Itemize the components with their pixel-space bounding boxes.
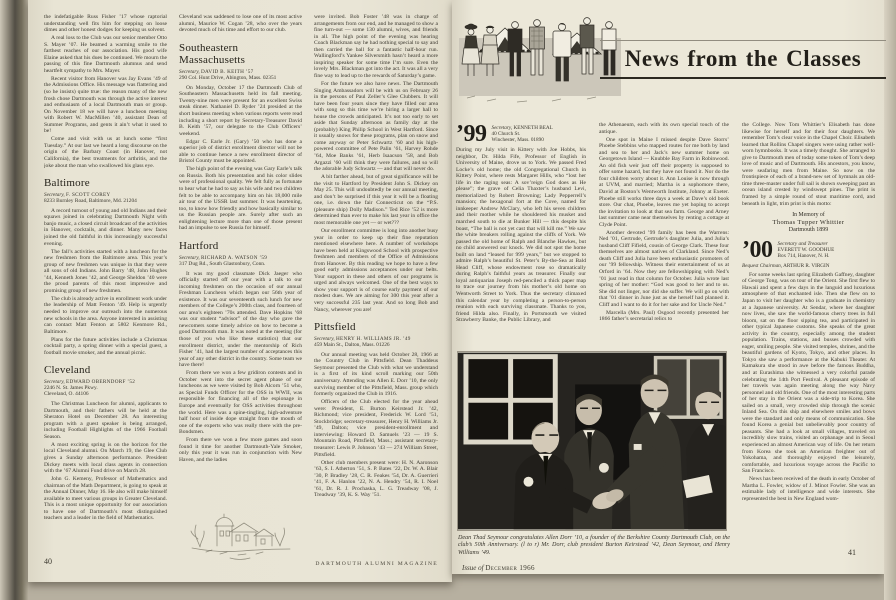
paragraph: Come and visit with us at lunch some “first Tuesday.” At our last we heard a long discourse on the origin of the Barbary Coast (in Hanover, not California), the best treatments for arthritis, and the joke about the man who swallowed his glass eye. <box>44 136 167 169</box>
memorial-line: In Memory of <box>792 212 825 219</box>
issue-date: December 1966 <box>485 564 535 572</box>
secretary-label: Secretary, <box>179 69 200 76</box>
right-page-number: 41 <box>848 548 856 557</box>
secretary-block <box>44 192 167 204</box>
secretary-name: DAVID B. KEITH ’57 <box>201 69 254 76</box>
paragraph: Officers of the Club elected for the year ahead were: President, E. Burton Keirstead Jr. ’42, Richmond; vice president, Frederick W. Lord ’51, Stockbridge; secretary-treasurer, Henry H. Williams Jr. ’49, Dalton; vice president-enrollment and interviewing: Howard D. Samuels ’23 — 19 S. Mountain Road, Pittsfield, Mass.; assistant secretary-treasurer: Lewis P. Johnson ’43 — 274 William Street, Pittsfield. <box>314 399 438 458</box>
paragraph: On Monday, October 17 the Dartmouth Club of Southeastern Massachusetts held its fall meeting. Twenty-nine men were present for an excellent Swiss steak dinner. Nathaniel D. Ryder ’24 presided at the short business meeting when various reports were read including a short report by Secretary-Treasurer David B. Keith ’57, our delegate to the Club Officers’ weekend. <box>179 84 302 137</box>
paragraph: From there we won a few gridiron contests and in October went into the secret agent phase of our luncheons as we were visited by Bob Alcorn ’51 who, as Special Funds Officer for the OSS in WWII, was responsible for financing all of the espionage in Europe and eventually for OSS activities throughout the world. Here was a spine-tingling, high-adventure half hour of inside dope straight from the mouth of one of the experts who was really there with the pre-Bondsmen. <box>179 370 302 436</box>
paragraph: For the future we also have news. The Dartmouth Singing Ambassadors will be with us on February 26 in the persons of Paul Zeller’s Glee Clubbers. It will have been four years since they have filled our area with song so this time we’re hiring a larger hall to house the crowds anticipated. It’s not too early to set aside that Sunday afternoon as family day at the (probably) King Philip School in West Hartford. Since it usually snows for these programs, plan on snow and come anyway or Peter Schwartz ’60 and his high-powered committee of Pete Palin ’61, Harvey Rohde ’64, Moe Banks ’61, Herb Isaacson ’58, and Bob Argazzi ’60 will think they were failures, and so will the adorable Judy Schwartz — and that will never do. <box>314 80 438 173</box>
officer-title: Secretary and Treasurer <box>777 240 828 247</box>
anniversary-photo <box>458 352 726 530</box>
book-gutter-edge <box>0 0 28 600</box>
section-heading: Baltimore <box>44 177 90 190</box>
secretary-address: 8233 Burnley Road, Baltimore, Md. 21204 <box>44 198 137 205</box>
class-numeral-00: ’00 <box>742 236 773 263</box>
paragraph: Cleveland was saddened to lose one of its most active alumni, Maurice W. Cogan ’28, who over the years devoted much of his time and effort to our club. <box>179 14 302 34</box>
section-heading: Southeastern Massachusetts <box>179 41 246 67</box>
section-hartford <box>179 240 302 464</box>
paragraph: A bit farther ahead, but of great significance will be the visit to Hartford by President John S. Dickey on May 25. This will undoubtedly be our annual meeting, and don’t be surprised if this year it will be a floating one, i.e. down the fair Connecticut on the “P.S. (pleasure ship) Dolly Madison.” Ted Rice ’52 is more determined than ever to make his last year in office the most memorable one yet — or wet??? <box>314 174 438 226</box>
paragraph: the College. Now Tom Whittier’s Elisabeth has done likewise for herself and for their four daughters. We remember Tom’s clear voice in the Chapel Choir. Elisabeth learned that Rollins Chapel singers were using rather well-worn hymnbooks. It was a timely thought. She arranged to give to Dartmouth men of today some token of Tom’s deep love of music and of Dartmouth. His ancestors, you know, were seafaring men from Maine. So now on the frontispiece of each of a brand-new set of hymnals an old-time three-master under full sail is shown sweeping past an ocean island crested by windswept pines. The print is framed by a simple round of stout maritime cord, and beneath in light, trim print is this motto: <box>742 122 875 207</box>
memorial-line: Thomas Tupper Whittier <box>772 219 845 227</box>
left-page-number: 40 <box>44 557 52 566</box>
paragraph: The Christmas Luncheon for alumni, applicants to Dartmouth, and their fathers will be held at the Sheraton Hotel on December 28. An interesting program with a guest speaker is being arranged, including Football Highlights of the 1966 Football Season. <box>44 401 167 440</box>
page-title: News from the Classes <box>624 46 862 71</box>
secretary-address: 2246 N. St. James Pkwy. <box>44 385 98 392</box>
left-column-2 <box>179 14 302 572</box>
secretary-address: Winchester, Mass. 01890 <box>491 137 544 144</box>
paragraph: were invited. Bob Foster ’48 was in charge of arrangements from our end, and he managed to show a fine turn-out — some 130 alumni, wives, and friends in all. The high point of the evening was hearing Coach Blackman say he had nothing special to say and then carried the ball for a fantastic half-hour run. Wallingford’s Yankee Silversmith hasn’t heard a more inspiring speaker for some time I’m sure. Even the lovely Mrs. Blackman got into the act. It was all a very fine way to lead up to the rewards of Saturday’s game. <box>314 14 438 79</box>
paragraph: A real loss to the Club was our senior member Otto S. Mayer ’07. He beamed a warming smile to the farthest reaches of our association. His good wife Elaine asked that his dues be continued. We mourn the passing of this fine Dartmouth alumnus and send heartfelt sympathy to Mrs. Mayer. <box>44 35 167 74</box>
section-heading: Pittsfield <box>314 321 356 334</box>
class-99-secretary-block <box>492 124 553 144</box>
page-right-edge <box>884 0 896 600</box>
paragraph: Edgar C. Earle Jr. (Gary) ’50 who has done a superior job of district enrollment director will not be able to continue hence a new enrollment director of Bristol County must be appointed. <box>179 138 302 165</box>
paragraph: the Athenaeum, each with its own special touch of the antique. <box>599 122 729 135</box>
photo-caption: Dean Thad Seymour congratulates Allen Dorr ’10, a founder of the Berkshire County Dartmouth Club, on the club’s 50th Anniversary. (l to r) Mr. Dorr, club president Burton Keirstead ’42, Dean Seymour, and Henry Williams ’49. <box>458 535 730 556</box>
paragraph: The fall’s activities started with a luncheon for the new freshmen from the Baltimore area. This year’s group of new freshmen was unique in that they were all sons of old Indians. John Barry ’48, John Hughes ’44, Kenneth Jones ’42, and George Sheldon ’40 were the proud parents of this most impressive and promising group of new freshmen. <box>44 248 167 294</box>
issue-label: Issue of <box>462 564 484 572</box>
bequest-name: ARTHUR R. VIRGIN <box>783 262 830 269</box>
paragraph: It was my good classmate Dick Jaeger who officially started off our year with a talk to our incoming freshmen on the occasion of our annual Freshman Luncheon which began our 56th year of existence. It was our seventeenth such lunch for new members of the College’s 200th class, and fourteen of our area’s eighteen ’70s attended. Dave Hopkins ’68 was our student “advisor” of the day who gave the newcomers some timely advice on how to become a good Dartmouth man. It was noted at the meeting (for those of you who like these statistics) that our enrollment district, under the mentorship of Rich Fisher ’41, had the largest number of acceptances this year of any other district in the country. Some team we have there! <box>179 270 302 369</box>
whittier-memorial-block <box>742 212 875 234</box>
paragraph: Recent visitor from Hanover was Jay Evans ’49 of the Admissions Office. His message was flattering and (so he insists) quite true: the reason many of the new frosh chose Dartmouth was through the active interest and enthusiasm of a local Dartmouth man or group. On November 18 we will have a luncheon meeting with Robert W. MacMillen ’40, assistant Dean of Summer Programs, and gents it ain’t what it used to be! <box>44 75 167 135</box>
secretary-block <box>179 69 302 81</box>
section-southeastern-massachusetts <box>179 42 302 232</box>
secretary-address: Cleveland, O. 44106 <box>44 391 89 398</box>
paragraph: A most exciting spring is on the horizon for the local Cleveland alumni. On March 19, the Glee Club gives a Sunday afternoon performance. President Dickey meets with local class agents in connection with the ’67 Alumni Fund drive on March 28. <box>44 441 167 475</box>
left-column-3 <box>314 14 438 560</box>
secretary-name: RICHARD A. WATSON ’59 <box>201 254 268 261</box>
memorial-line: Dartmouth 1899 <box>788 226 829 233</box>
paragraph: Another devoted ’99 family has been the Warrens: Ned ’01, Gertrude, Gertrude’s daughter Julia, and Julia’s husband Cliff Fifield, cousin of George Clark. These four themselves are almost natives of Clarkland. Since Ned’s death Cliff and Julia have been enthusiastic promoters of our ’99 fellowship. Witness their entertainment of us at Orford in ’64. Now they are fellowshipping with Ned’s ’01 just read in that column for October. Julia wrote last spring of her mother: “God was good to her and to us. She did not linger, nor did she suffer. We will go on with that ’01 dinner in June just as she herself had planned it. Cliff and I want to do it for her sake and for Uncle Ned.” <box>599 229 729 308</box>
secretary-address: 317 Dug Rd., South Glastonbury, Conn. <box>179 260 266 267</box>
paragraph: A record turnout of young and old Indians and their squaws joined in celebrating Dartmouth Night with banjo music, a closed circuit broadcast of the activities in Hanover, cocktails, and dinner. Many new faces joined the old faithful in this increasingly successful evening. <box>44 207 167 247</box>
paragraph: Other club members present were: H. N. Aaronson ’63, S. I. Atherton ’51, S. P. Bates ’22, Dr. W. A. Blair ’30, P. Bradley ’28, C. R. Feakes ’54, Dr. A. Guerrieri ’41, F. A. Hanlon ’22, N. A. Hendry ’54, R. I. Noel ’61, Dr. R. J. Prochaska, L. G. Treadway ’08, J. Treadway ’39, K. S. Way ’51. <box>314 459 438 499</box>
right-column-2 <box>599 122 729 348</box>
secretary-block <box>314 336 438 348</box>
right-column-3 <box>742 122 875 564</box>
magazine-name-footer: DARTMOUTH ALUMNI MAGAZINE <box>315 561 438 567</box>
class-1899-header <box>456 124 586 147</box>
secretary-name: EDWARD OBERNDORF ’52 <box>66 379 136 386</box>
secretary-address: 40 Church St. <box>491 131 521 138</box>
secretary-label: Secretary, <box>491 125 513 131</box>
paragraph: the indefatigable Russ Fisher ’17 whose raptorial understanding well fits him for stepping on loose dimes and other honest dodges for keeping us solvent. <box>44 14 167 34</box>
building-drawing-icon <box>186 502 296 562</box>
handshake-photo-image <box>458 352 726 530</box>
class-00-officer-block <box>778 240 835 260</box>
paragraph: Marcella (Mrs. Paul) Osgood recently presented her 1866 father’s secretarial relics to <box>599 309 729 323</box>
secretary-label: Secretary, <box>179 254 200 261</box>
secretary-label: Secretary, <box>44 379 65 386</box>
paragraph: The club is already active in enrollment work under the leadership of Matt Fenton ’49. Help is urgently needed to improve our outreach into the numerous new schools in the area. Anyone interested in assisting can contact Matt Fenton at 5802 Kenmore Rd., Baltimore. <box>44 295 167 335</box>
section-pittsfield <box>314 321 438 499</box>
paragraph: News has been received of the death in early October of Martha L. Fowler, widow of J. Minot Fowler. She was an estimable lady of intelligence and wide interests. She represented the best in New England wom- <box>742 476 875 502</box>
paragraph: During my July visit in Kittery with Joe Hobbs, his neighbor, Dr. Hilda Fife, Professor of English in University of Maine, drove us to York. We passed Fred Locke’s old home; the old Congregational Church in Kittery Point, where rests Margaret Hills, who “lost her life in the raging seas: A sov’reign God does as He please”; the grave of Celia Thaxter’s husband Levi, memorialized by Robert Browning; Lady Pepperrell’s mansion; the hexagonal fort at the Cove, named for innkeeper Andrew McClary, who left his seven children and their mother while he shouldered his musket and marched south to die at Bunker Hill — this despite his boast, “The ball is not yet cast that will kill me.” We saw the white breakers rolling against the cliffs of York. We passed the old home of Ralph and Blanche Hawkes, but no child answered our knock. We did not spot the home built on land “leased for 999 years,” but we stopped to admire Ralph’s beautiful St. Peter’s By-the-Sea at Bald Head Cliff, whose endowment rose so dramatically during Ralph’s faithful years as treasurer. Finally our loyal antiquarian Joseph red-penciled a thick paper map to trace our journey from his mother’s old home on Wentworth Street to York. Thus the secretary climaxed this calendar year by completing a person-to-person reunion with each surviving classmate. Thanks to you, friend Hilda also. Finally, in Portsmouth we visited Strawberry Banke, the Public Library, and <box>456 147 586 324</box>
section-heading: Hartford <box>179 239 219 252</box>
officer-address: Box 714, Hanover, N. H. <box>777 253 830 260</box>
class-1900-header <box>742 236 875 263</box>
news-from-the-classes-banner <box>600 40 886 79</box>
secretary-label: Secretary, <box>314 336 335 343</box>
section-cleveland <box>44 364 167 522</box>
secretary-address: 459 Main St., Dalton, Mass. 01226 <box>314 342 390 349</box>
secretary-label: Secretary, <box>44 192 65 199</box>
secretary-address: 290 Col. Hunt Drive, Abington, Mass. 02351 <box>179 75 277 82</box>
section-heading: Cleveland <box>44 364 91 377</box>
left-column-1 <box>44 14 167 568</box>
paragraph: From there we won a few more games and soon found it time for another Dartmouth-Yale Smoker, only this year it was run in conjunction with New Haven, and the ladies <box>179 437 302 463</box>
issue-footer <box>462 564 535 572</box>
paragraph: Plans for the future activities include a Christmas cocktail party, a spring dinner with a special guest, a football movie smoker, and the annual picnic. <box>44 336 167 356</box>
campus-building-illustration <box>186 502 296 562</box>
class-numeral-99: ’99 <box>456 124 487 147</box>
paragraph: For some weeks last spring Elizabeth Gaffney, daughter of George Tong, was on tour of the Orient. She first flew to Hawaii and spent a few days in the languid and luxurious atmosphere of that enchanted isle. Then she flew on to Japan to visit her daughter who is a graduate in chemistry at a Japanese university. At Sendar, where her daughter now lives, she saw the world-famous cherry trees in full bloom, sat on the floor sipping tea, and participated in other typical Japanese customs. She speaks of the great activity in the country, especially among the student population. Trains, stations, and busses crowded with eager, smiling people. She visited temples, shrines, and the beautiful gardens of Kyoto, Tokyo, and other places. In Tokyo she saw a performance at the Kabuki Theater. At Kamakura she stood in awe before the famous Buddha, and at Eurashima she witnessed a very colorful parade celebrating the 14th Port Festival. A pleasant episode of her travels was again meeting along the way Navy personnel and old friends. One of the most interesting parts of her stay in the Orient was a side-trip to Korea. She sailed on a small, very crowded ship through the scenic Inland Sea. On this ship and elsewhere smiles and bows were the standard and only means of communication. She found Korea a genial but unbelievably poor country of peasants. She had a look at small villages, traveled on incredibly slow trains, visited an orphanage and in Seoul experienced an almost American way of life. On her return from Korea she took an American freighter out of Yokohama, and thoroughly enjoyed the leisurely, comfortable, and luxurious voyage across the Pacific to San Francisco. <box>742 271 875 475</box>
right-column-1 <box>456 124 586 348</box>
paragraph: John G. Kemeny, Professor of Mathematics and chairman of the Math Department, is going to speak at the Annual Dinner, May 16. He also will make himself available to meet various groups in Greater Cleveland. This is a most unique opportunity for our association to have one of Dartmouth’s most distinguished teachers and a leader in the field of Mathematics. <box>44 476 167 522</box>
officer-name: EVERETT W. GOODHUE <box>777 246 835 253</box>
bequest-chairman-line <box>742 263 875 269</box>
secretary-block <box>44 379 167 397</box>
bequest-label: Bequest Chairman, <box>742 262 783 269</box>
secretary-block <box>179 255 302 267</box>
secretary-name: KENNETH BEAL <box>513 125 553 131</box>
secretary-name: HENRY H. WILLIAMS JR. ’49 <box>336 336 411 343</box>
paragraph: Our annual meeting was held October 28, 1966 at the Country Club in Pittsfield. Dean Thaddeus Seymour presented the Club with what we understand is a first of its kind scroll marking our 50th anniversary. Attending was Allen E. Dorr ’10, the only surviving member of the Pittsfield, Mass. group which formerly organized the Club in 1916. <box>314 351 438 398</box>
paragraph: Our enrollment committee is long into another busy year in order to keep up their fine reputation mentioned elsewhere here. A number of workshops have been held at Kingswood School with prospective freshmen and members of the Office of Admissions from Hanover. By this reading we hope to have a few good early admissions acceptances under our belts. Your support in these and others of our programs is urged and always welcomed. One of the best ways to show your support is of course early payment of our modest dues. We are aiming for 300 this year after a very successful 235 last year. And so long Bob and Nancy, wherever you are! <box>314 228 438 313</box>
section-baltimore <box>44 177 167 356</box>
paragraph: One spot in Maine I missed despite Dave Storrs’ Phoebe Stebbins who mapped routes for me both by land and sea to her and Jack’s new summer home on Georgetown Island — Knubble Bay Farm in Robinwood. An old fish weir just off their property is supposed to offer some hazard, but they have not found it. Nor do the four children worry about it. Ann Louise is now through at UVM, and married; Martha is a sophomore there, David at Boston’s Wentworth Institute, Johnny at Exeter. Phoebe still works three days a week at Dave’s old book store. Our chat, Phoebe, leaves me yet hoping to accept the invitation to look at that sea farm. George and Arney last summer came near themselves by renting a cottage at Clyde Point. <box>599 136 729 228</box>
secretary-name: F. SCOTT COREY <box>66 192 111 199</box>
paragraph: The high point of the evening was Gary Earle’s talk on Russia. Both his presentation and his color slides were of professional quality. We felt fully as fortunate to hear what he had to say as his wife and two children felt to be able to accompany him on his 18,000 mile air tour of the USSR last summer. It was heartening, too, to know how friendly and how basically similar to us the Russian people are. Surely after such an enlightening lecture more than one of those present had an impulse to see Russia for himself. <box>179 166 302 232</box>
